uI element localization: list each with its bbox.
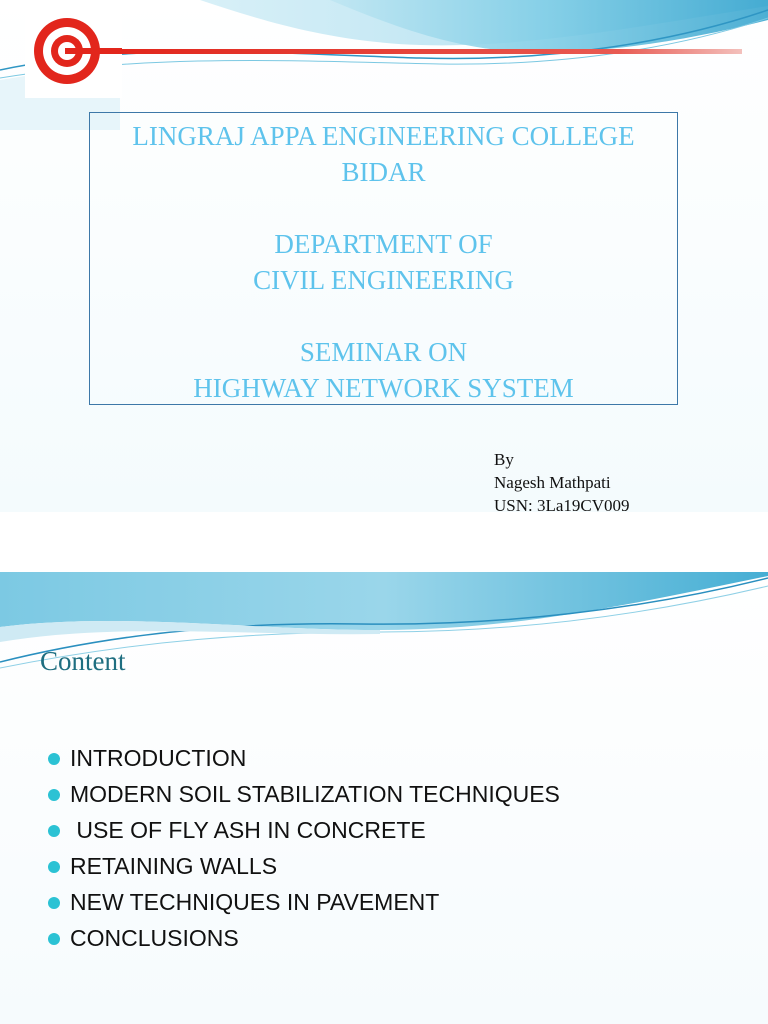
logo-emblem-icon — [25, 4, 122, 98]
slide-gap — [0, 512, 768, 572]
author-name: Nagesh Mathpati — [494, 473, 611, 492]
bullet-dot-icon — [48, 861, 60, 873]
college-logo — [25, 4, 122, 98]
bullet-dot-icon — [48, 753, 60, 765]
department-label: DEPARTMENT OF — [274, 229, 493, 259]
list-item: RETAINING WALLS — [46, 848, 560, 884]
logo-red-line — [122, 48, 742, 56]
bullet-dot-icon — [48, 789, 60, 801]
by-label: By — [494, 450, 514, 469]
bullet-dot-icon — [48, 825, 60, 837]
list-item: CONCLUSIONS — [46, 920, 560, 956]
content-title: Content — [40, 646, 126, 676]
bullet-dot-icon — [48, 897, 60, 909]
list-item: USE OF FLY ASH IN CONCRETE — [46, 812, 560, 848]
college-city: BIDAR — [341, 157, 426, 187]
bullet-dot-icon — [48, 933, 60, 945]
seminar-label: SEMINAR ON — [299, 337, 468, 367]
content-slide — [0, 572, 768, 1024]
department-name: CIVIL ENGINEERING — [253, 265, 514, 295]
title-box — [89, 112, 678, 405]
seminar-topic: HIGHWAY NETWORK SYSTEM — [193, 373, 574, 403]
author-usn: USN: 3La19CV009 — [494, 496, 630, 512]
author-block — [494, 448, 630, 512]
content-list — [46, 740, 560, 956]
college-name: LINGRAJ APPA ENGINEERING COLLEGE — [132, 121, 635, 151]
list-item: NEW TECHNIQUES IN PAVEMENT — [46, 884, 560, 920]
list-item: INTRODUCTION — [46, 740, 560, 776]
list-item: MODERN SOIL STABILIZATION TECHNIQUES — [46, 776, 560, 812]
